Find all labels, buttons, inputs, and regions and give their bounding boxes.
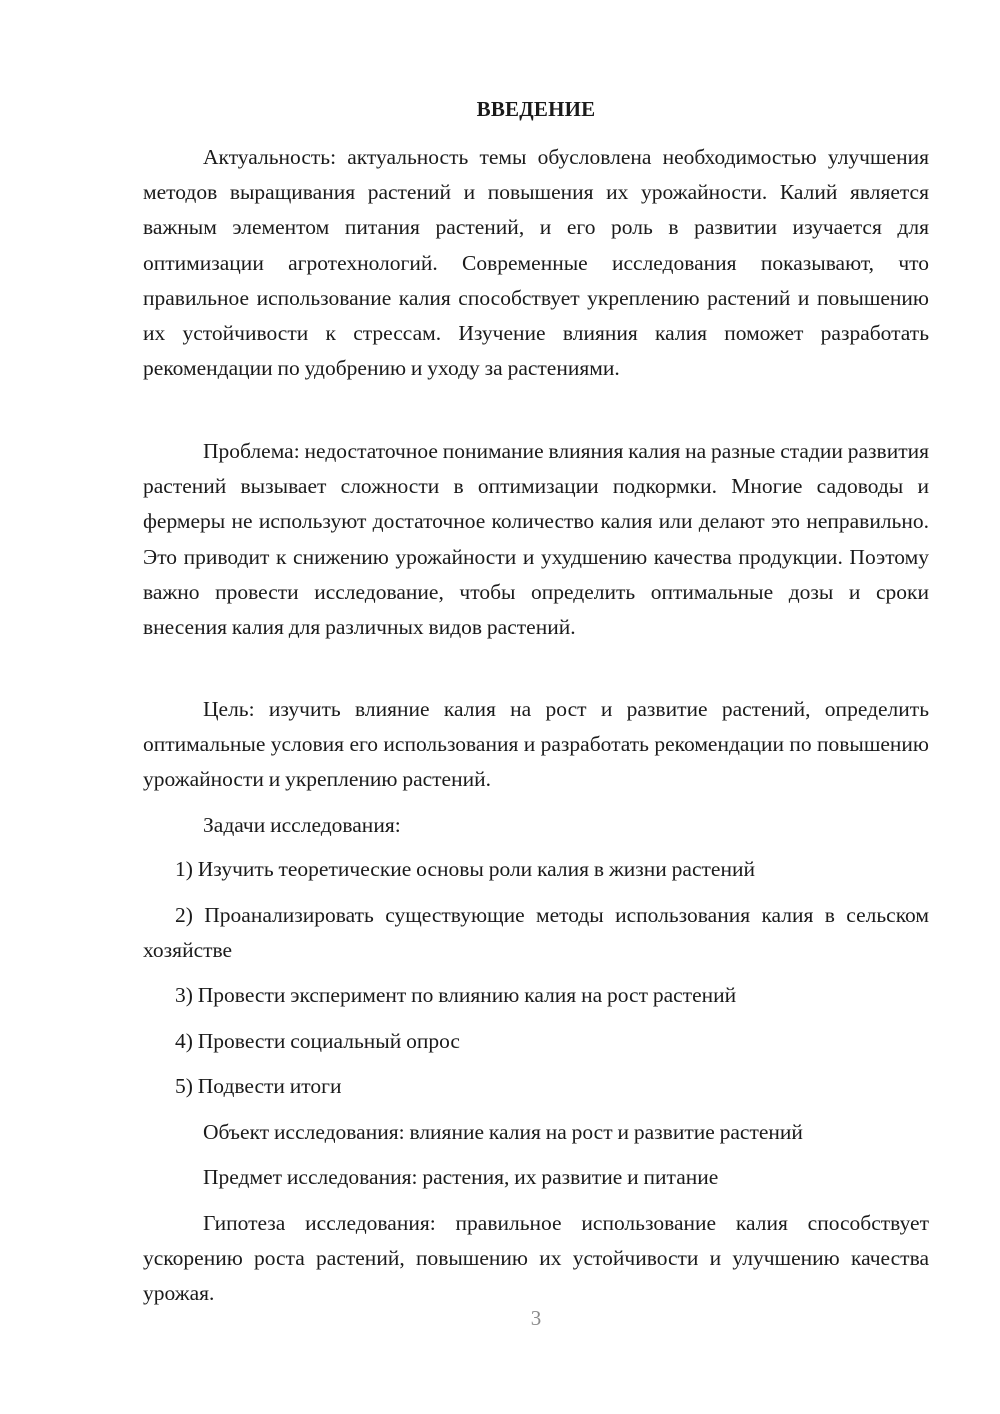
task-item: 1) Изучить теоретические основы роли калия в жизни растений: [175, 857, 755, 881]
paragraph-hypothesis: Гипотеза исследования: правильное использование калия способствует ускорению роста растений, повышению их устойчивости и улучшению качества урожая.: [143, 1211, 929, 1306]
paragraph-problem: Проблема: недостаточное понимание влияния калия на разные стадии развития растений вызывает сложности в оптимизации подкормки. Многие садоводы и фермеры не используют достаточное количество калия или делают это неправильно. Это приводит к снижению урожайности и ухудшению качества продукции. Поэтому важно провести исследование, чтобы определить оптимальные дозы и сроки внесения калия для различных видов растений.: [143, 439, 929, 640]
page-number: 3: [530, 1306, 542, 1330]
task-item: 5) Подвести итоги: [175, 1074, 342, 1098]
paragraph-object: Объект исследования: влияние калия на рост и развитие растений: [203, 1120, 803, 1144]
task-item: 3) Провести эксперимент по влиянию калия на рост растений: [175, 983, 737, 1007]
task-item: 2) Проанализировать существующие методы использования калия в сельском хозяйстве: [143, 903, 929, 963]
tasks-heading: Задачи исследования:: [203, 813, 401, 837]
paragraph-goal: Цель: изучить влияние калия на рост и развитие растений, определить оптимальные условия его использования и разработать рекомендации по повышению урожайности и укреплению растений.: [143, 697, 929, 792]
paragraph-relevance: Актуальность: актуальность темы обусловлена необходимостью улучшения методов выращивания растений и повышения их урожайности. Калий является важным элементом питания растений, и его роль в развитии изучается для оптимизации агротехнологий. Современные исследования показывают, что правильное использование калия способствует укреплению растений и повышению их устойчивости к стрессам. Изучение влияния калия поможет разработать рекомендации по удобрению и уходу за растениями.: [143, 145, 929, 381]
task-item: 4) Провести социальный опрос: [175, 1029, 460, 1053]
paragraph-subject: Предмет исследования: растения, их развитие и питание: [203, 1165, 719, 1189]
section-title: ВВЕДЕНИЕ: [476, 97, 596, 121]
